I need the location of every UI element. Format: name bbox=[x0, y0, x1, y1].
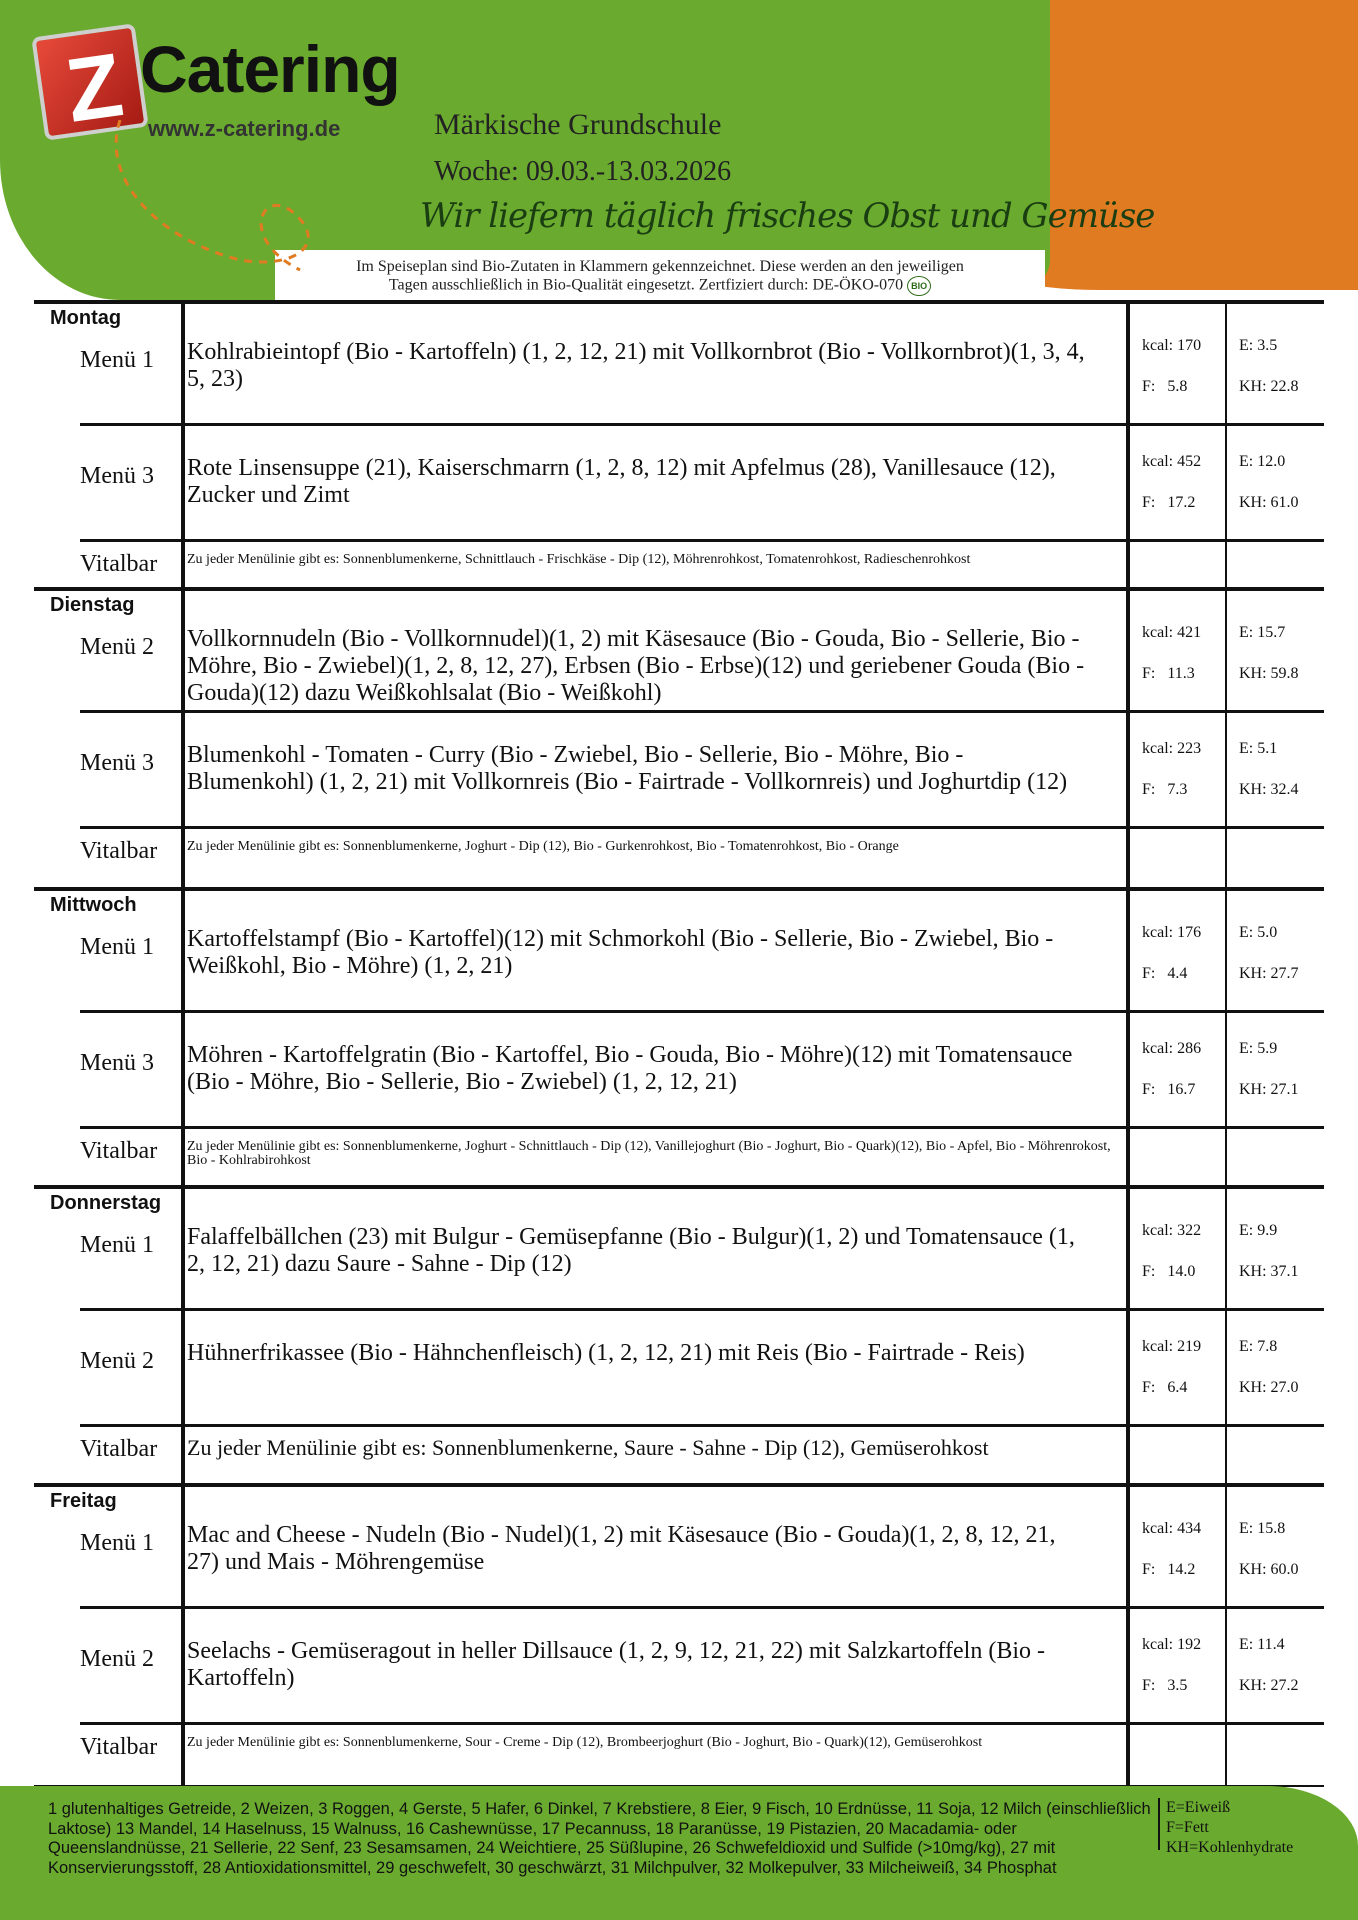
carb-value: KH: 27.0 bbox=[1239, 1379, 1299, 1396]
dish-description: Seelachs - Gemüseragout in heller Dillsauce (1, 2, 9, 12, 21, 22) mit Salzkartoffeln (Bio - Kartoffeln) bbox=[187, 1638, 1045, 1691]
fat-value: F: 14.2 bbox=[1142, 1561, 1196, 1578]
bio-note-line-2-text: Tagen ausschließlich in Bio-Qualität eingesetzt. Zertfiziert durch: DE-ÖKO-070 bbox=[388, 276, 904, 294]
dish-description: Blumenkohl - Tomaten - Curry (Bio - Zwiebel, Bio - Sellerie, Bio - Möhre, Bio - Blumenkohl) (1, 2, 21) mit Vollkornreis (Bio - Fairtrade - Vollkornreis) und Joghurtdip (12) bbox=[187, 742, 1068, 795]
menu-separator bbox=[80, 1126, 1324, 1129]
column-divider-nutrition bbox=[1126, 300, 1130, 1786]
nutrition-legend bbox=[1166, 1798, 1293, 1858]
day-separator bbox=[34, 1483, 1324, 1487]
vitalbar-description: Zu jeder Menülinie gibt es: Sonnenblumenkerne, Sour - Creme - Dip (12), Brombeerjoghurt (Bio - Joghurt, Bio - Quark)(12), Gemüserohkost bbox=[187, 1735, 983, 1750]
kcal-value: kcal: 434 bbox=[1142, 1520, 1202, 1537]
day-separator bbox=[34, 887, 1324, 891]
vitalbar-description: Zu jeder Menülinie gibt es: Sonnenblumenkerne, Joghurt - Dip (12), Bio - Gurkenrohkost, Bio - Tomatenrohkost, Bio - Orange bbox=[187, 839, 899, 854]
menu-label: Menü 1 bbox=[80, 347, 154, 373]
vitalbar-description: Zu jeder Menülinie gibt es: Sonnenblumenkerne, Saure - Sahne - Dip (12), Gemüserohkost bbox=[187, 1435, 989, 1460]
dish-description: Möhren - Kartoffelgratin (Bio - Kartoffel, Bio - Gouda, Bio - Möhre)(12) mit Tomatensauce (Bio - Möhre, Bio - Sellerie, Bio - Zwiebel) (1, 2, 12, 21) bbox=[187, 1042, 1073, 1095]
fat-value: F: 14.0 bbox=[1142, 1263, 1196, 1280]
dish-description: Kohlrabieintopf (Bio - Kartoffeln) (1, 2, 12, 21) mit Vollkornbrot (Bio - Vollkornbrot)(1, 3, 4, 5, 23) bbox=[187, 339, 1085, 392]
menu-label: Menü 3 bbox=[80, 1050, 154, 1076]
fat-value: F: 11.3 bbox=[1142, 665, 1195, 682]
dish-description: Falaffelbällchen (23) mit Bulgur - Gemüsepfanne (Bio - Bulgur)(1, 2) und Tomatensauce (1, 2, 12, 21) dazu Saure - Sahne - Dip (12) bbox=[187, 1224, 1075, 1277]
fat-value: F: 7.3 bbox=[1142, 781, 1188, 798]
vitalbar-label: Vitalbar bbox=[80, 838, 158, 864]
protein-value: E: 9.9 bbox=[1239, 1222, 1278, 1239]
kcal-value: kcal: 170 bbox=[1142, 337, 1202, 354]
dish-description: Mac and Cheese - Nudeln (Bio - Nudel)(1, 2) mit Käsesauce (Bio - Gouda)(1, 2, 8, 12, 21, 27) und Mais - Möhrengemüse bbox=[187, 1522, 1056, 1575]
fat-value: F: 17.2 bbox=[1142, 494, 1196, 511]
fat-value: F: 5.8 bbox=[1142, 378, 1188, 395]
kcal-value: kcal: 176 bbox=[1142, 924, 1202, 941]
carb-value: KH: 27.1 bbox=[1239, 1081, 1299, 1098]
dashed-swirl-decoration bbox=[100, 120, 340, 280]
menu-label: Menü 2 bbox=[80, 1348, 154, 1374]
protein-value: E: 7.8 bbox=[1239, 1338, 1278, 1355]
school-name: Märkische Grundschule bbox=[434, 108, 722, 141]
protein-value: E: 5.1 bbox=[1239, 740, 1278, 757]
menu-label: Menü 1 bbox=[80, 1530, 154, 1556]
column-divider-macros bbox=[1225, 300, 1227, 1786]
footer-divider bbox=[1158, 1798, 1160, 1850]
protein-value: E: 15.8 bbox=[1239, 1520, 1286, 1537]
menu-separator bbox=[80, 826, 1324, 829]
carb-value: KH: 60.0 bbox=[1239, 1561, 1299, 1578]
kcal-value: kcal: 223 bbox=[1142, 740, 1202, 757]
menu-separator bbox=[80, 1606, 1324, 1609]
bio-note-line-2 bbox=[280, 276, 1040, 296]
menu-separator bbox=[80, 1722, 1324, 1725]
logo-url: www.z-catering.de bbox=[148, 116, 341, 141]
legend-f: F=Fett bbox=[1166, 1819, 1209, 1836]
carb-value: KH: 59.8 bbox=[1239, 665, 1299, 682]
allergen-list: 1 glutenhaltiges Getreide, 2 Weizen, 3 Roggen, 4 Gerste, 5 Hafer, 6 Dinkel, 7 Krebstiere, 8 Eier, 9 Fisch, 10 Erdnüsse, 11 Soja, 12 Milch (einschließlich Laktose) 13 Mandel, 14 Haselnuss, 15 Walnuss, 16 Cashewnüsse, 17 Pecannuss, 18 Paranüsse, 19 Pistazien, 20 Macadamia- oder Queenslandnüsse, 21 Sellerie, 22 Senf, 23 Sesamsamen, 24 Weichtiere, 25 Süßlupine, 26 Schwefeldioxid und Sulfide (>10mg/kg), 27 mit Konservierungsstoff, 28 Antioxidationsmittel, 29 geschwefelt, 30 geschwärzt, 31 Milchpulver, 32 Molkepulver, 33 Milcheiweiß, 34 Phosphat bbox=[48, 1800, 1151, 1877]
column-divider-label bbox=[181, 300, 185, 1786]
fat-value: F: 6.4 bbox=[1142, 1379, 1188, 1396]
kcal-value: kcal: 322 bbox=[1142, 1222, 1202, 1239]
logo-name: Catering bbox=[140, 32, 400, 106]
week-range: Woche: 09.03.-13.03.2026 bbox=[434, 156, 732, 187]
carb-value: KH: 27.7 bbox=[1239, 965, 1299, 982]
vitalbar-label: Vitalbar bbox=[80, 1734, 158, 1760]
carb-value: KH: 22.8 bbox=[1239, 378, 1299, 395]
menu-label: Menü 3 bbox=[80, 463, 154, 489]
kcal-value: kcal: 421 bbox=[1142, 624, 1202, 641]
dish-description: Hühnerfrikassee (Bio - Hähnchenfleisch) (1, 2, 12, 21) mit Reis (Bio - Fairtrade - Reis) bbox=[187, 1340, 1025, 1366]
protein-value: E: 3.5 bbox=[1239, 337, 1278, 354]
day-name: Donnerstag bbox=[50, 1192, 162, 1214]
vitalbar-label: Vitalbar bbox=[80, 551, 158, 577]
menu-label: Menü 1 bbox=[80, 934, 154, 960]
carb-value: KH: 32.4 bbox=[1239, 781, 1299, 798]
carb-value: KH: 27.2 bbox=[1239, 1677, 1299, 1694]
legend-kh: KH=Kohlenhydrate bbox=[1166, 1839, 1294, 1856]
logo-z-letter: Z bbox=[60, 35, 129, 142]
kcal-value: kcal: 286 bbox=[1142, 1040, 1202, 1057]
vitalbar-description: Zu jeder Menülinie gibt es: Sonnenblumenkerne, Schnittlauch - Frischkäse - Dip (12), Möhrenrohkost, Tomatenrohkost, Radieschenrohkost bbox=[187, 552, 971, 567]
menu-separator bbox=[80, 423, 1324, 426]
menu-separator bbox=[80, 1424, 1324, 1427]
day-separator bbox=[34, 300, 1324, 304]
menu-separator bbox=[80, 1308, 1324, 1311]
slogan: Wir liefern täglich frisches Obst und Gemüse bbox=[420, 196, 1155, 236]
menu-label: Menü 1 bbox=[80, 1232, 154, 1258]
menu-label: Menü 2 bbox=[80, 1646, 154, 1672]
protein-value: E: 12.0 bbox=[1239, 453, 1286, 470]
vitalbar-label: Vitalbar bbox=[80, 1138, 158, 1164]
carb-value: KH: 61.0 bbox=[1239, 494, 1299, 511]
fat-value: F: 4.4 bbox=[1142, 965, 1188, 982]
menu-label: Menü 3 bbox=[80, 750, 154, 776]
bio-note-line-1: Im Speiseplan sind Bio-Zutaten in Klammern gekennzeichnet. Diese werden an den jeweiligen bbox=[356, 258, 964, 275]
vitalbar-label: Vitalbar bbox=[80, 1436, 158, 1462]
kcal-value: kcal: 219 bbox=[1142, 1338, 1202, 1355]
carb-value: KH: 37.1 bbox=[1239, 1263, 1299, 1280]
legend-e: E=Eiweiß bbox=[1166, 1799, 1231, 1816]
fat-value: F: 3.5 bbox=[1142, 1677, 1188, 1694]
day-name: Mittwoch bbox=[50, 894, 137, 916]
fat-value: F: 16.7 bbox=[1142, 1081, 1196, 1098]
protein-value: E: 5.9 bbox=[1239, 1040, 1278, 1057]
protein-value: E: 15.7 bbox=[1239, 624, 1286, 641]
day-name: Montag bbox=[50, 307, 122, 329]
menu-separator bbox=[80, 710, 1324, 713]
protein-value: E: 5.0 bbox=[1239, 924, 1278, 941]
day-name: Freitag bbox=[50, 1490, 117, 1512]
protein-value: E: 11.4 bbox=[1239, 1636, 1285, 1653]
kcal-value: kcal: 452 bbox=[1142, 453, 1202, 470]
day-separator bbox=[34, 587, 1324, 591]
bio-note bbox=[280, 258, 1040, 296]
bio-seal-icon: BIO bbox=[907, 276, 931, 296]
menu-separator bbox=[80, 539, 1324, 542]
day-separator bbox=[34, 1185, 1324, 1189]
kcal-value: kcal: 192 bbox=[1142, 1636, 1202, 1653]
dish-description: Rote Linsensuppe (21), Kaiserschmarrn (1, 2, 8, 12) mit Apfelmus (28), Vanillesauce (12), Zucker und Zimt bbox=[187, 455, 1056, 508]
dish-description: Vollkornnudeln (Bio - Vollkornnudel)(1, 2) mit Käsesauce (Bio - Gouda, Bio - Sellerie, Bio - Möhre, Bio - Zwiebel)(1, 2, 8, 12, 27), Erbsen (Bio - Erbse)(12) und geriebener Gouda (Bio - Gouda)(12) dazu Weißkohlsalat (Bio - Weißkohl) bbox=[187, 626, 1085, 706]
menu-label: Menü 2 bbox=[80, 634, 154, 660]
dish-description: Kartoffelstampf (Bio - Kartoffel)(12) mit Schmorkohl (Bio - Sellerie, Bio - Zwiebel, Bio - Weißkohl, Bio - Möhre) (1, 2, 21) bbox=[187, 926, 1054, 979]
vitalbar-description: Zu jeder Menülinie gibt es: Sonnenblumenkerne, Joghurt - Schnittlauch - Dip (12), Vanillejoghurt (Bio - Joghurt, Bio - Quark)(12), Bio - Apfel, Bio - Möhrenrokost, Bio - Kohlrabirohkost bbox=[187, 1139, 1111, 1168]
menu-separator bbox=[80, 1010, 1324, 1013]
day-name: Dienstag bbox=[50, 594, 135, 616]
